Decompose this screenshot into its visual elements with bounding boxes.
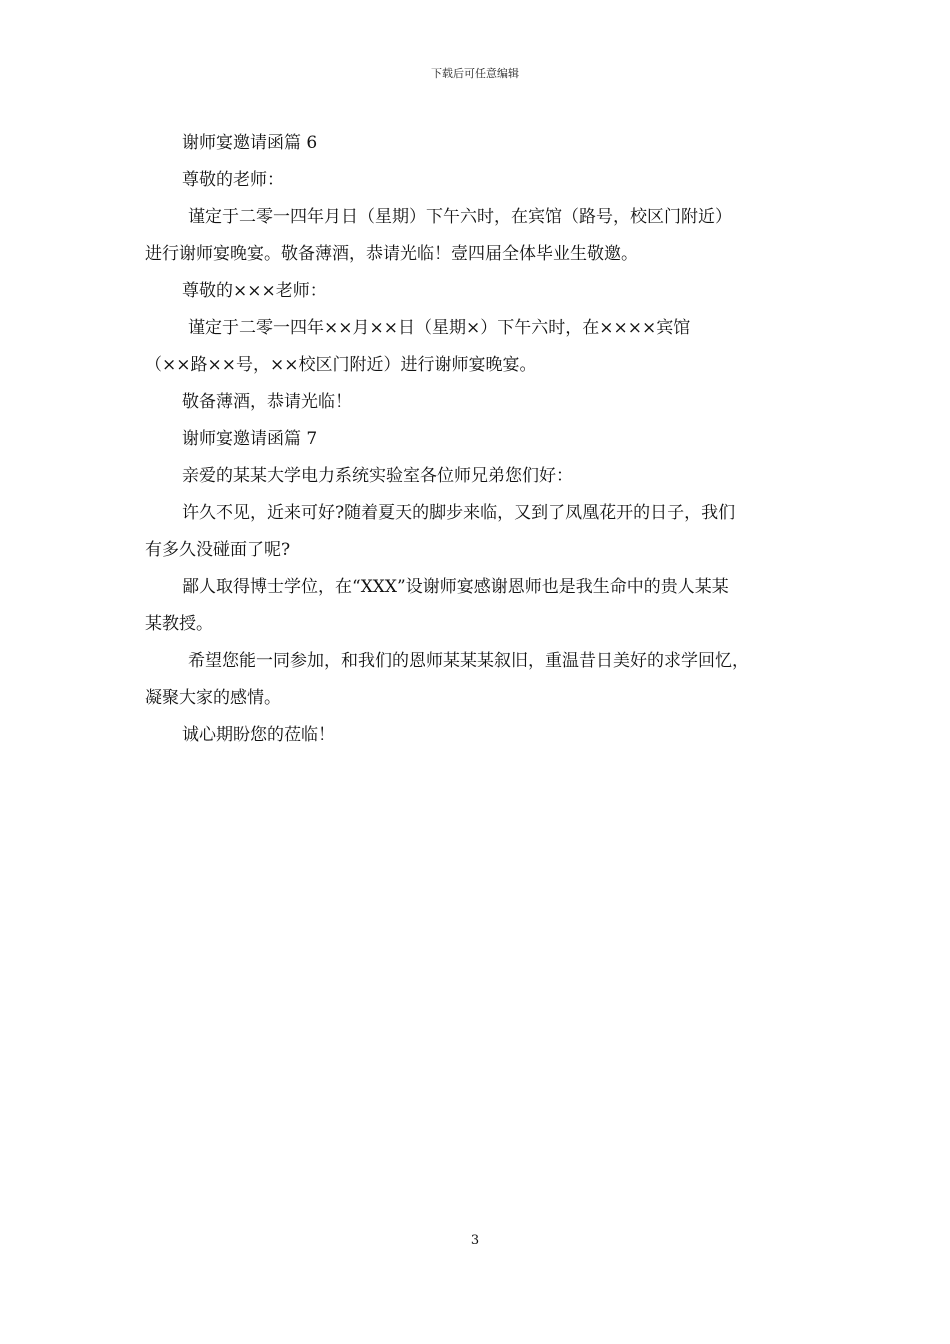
- salutation: 尊敬的老师：: [182, 170, 284, 190]
- section-title: 谢师宴邀请函篇 6: [182, 133, 318, 153]
- paragraph-line: 许久不见，近来可好?随着夏天的脚步来临，又到了凤凰花开的日子，我们: [182, 503, 736, 523]
- paragraph-line: 谨定于二零一四年月日（星期）下午六时，在宾馆（路号，校区门附近）: [188, 207, 732, 227]
- page-header: 下载后可任意编辑: [431, 67, 519, 80]
- page-number: 3: [470, 1233, 480, 1248]
- paragraph-line: 谨定于二零一四年××月××日（星期×）下午六时，在××××宾馆: [188, 318, 691, 338]
- paragraph-line: 进行谢师宴晚宴。敬备薄酒，恭请光临！壹四届全体毕业生敬邀。: [145, 244, 638, 264]
- paragraph-line: 希望您能一同参加，和我们的恩师某某某叙旧，重温昔日美好的求学回忆，: [188, 651, 749, 671]
- section-title: 谢师宴邀请函篇 7: [182, 429, 318, 449]
- closing-line: 诚心期盼您的莅临！: [182, 725, 335, 745]
- paragraph-line: 某教授。: [145, 614, 213, 634]
- salutation: 尊敬的×××老师：: [182, 281, 327, 301]
- paragraph-line: 凝聚大家的感情。: [145, 688, 281, 708]
- salutation: 亲爱的某某大学电力系统实验室各位师兄弟您们好：: [182, 466, 573, 486]
- paragraph-line: 敬备薄酒，恭请光临！: [182, 392, 352, 412]
- paragraph-line: 有多久没碰面了呢?: [145, 540, 291, 560]
- document-body: [145, 125, 810, 754]
- paragraph-line: 鄙人取得博士学位，在“XXX”设谢师宴感谢恩师也是我生命中的贵人某某: [182, 577, 729, 597]
- paragraph-line: （××路××号，××校区门附近）进行谢师宴晚宴。: [145, 355, 537, 375]
